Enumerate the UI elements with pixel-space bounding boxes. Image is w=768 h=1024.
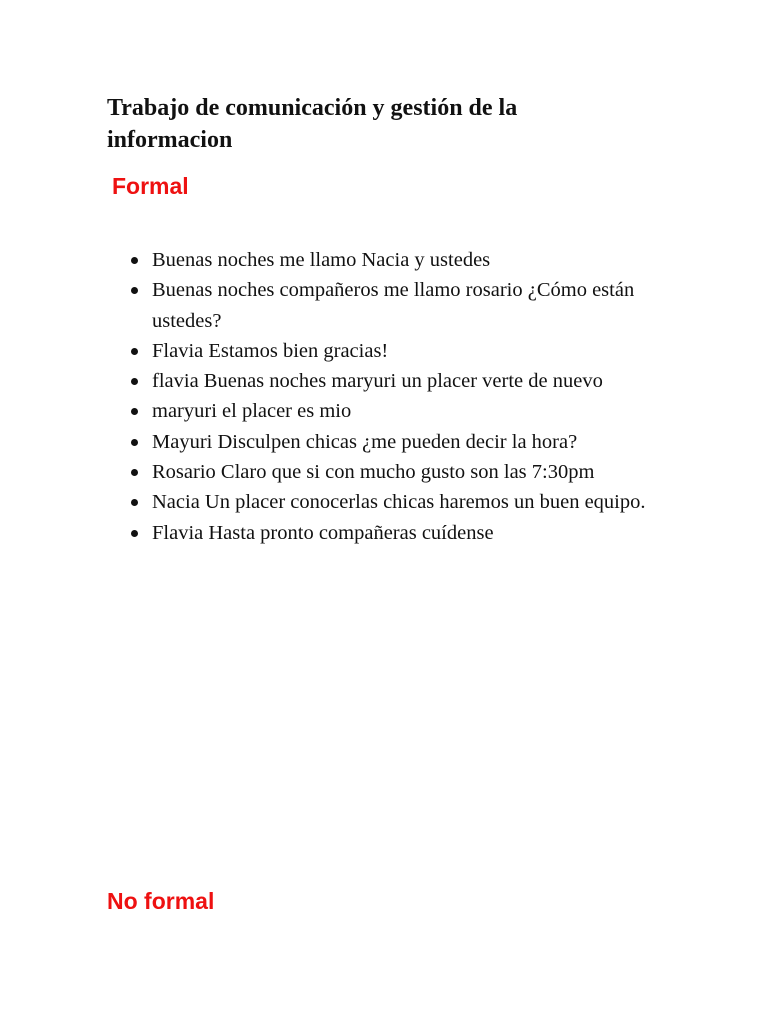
list-item	[152, 487, 672, 517]
bullet-icon	[131, 348, 138, 355]
bullet-icon	[131, 257, 138, 264]
bullet-icon	[131, 530, 138, 537]
section-heading-formal: Formal	[112, 173, 189, 199]
list-item	[152, 245, 672, 275]
bullet-icon	[131, 408, 138, 415]
list-item-text: Mayuri Disculpen chicas ¿me pueden decir la hora?	[152, 430, 578, 453]
list-item	[152, 427, 672, 457]
formal-dialogue-list	[152, 245, 672, 548]
list-item	[152, 275, 672, 336]
list-item-text: Nacia Un placer conocerlas chicas haremos un buen equipo.	[152, 491, 646, 514]
list-item-text: flavia Buenas noches maryuri un placer verte de nuevo	[152, 370, 603, 393]
bullet-icon	[131, 287, 138, 294]
bullet-icon	[131, 378, 138, 385]
list-item-text: maryuri el placer es mio	[152, 400, 352, 423]
list-item-text: Flavia Hasta pronto compañeras cuídense	[152, 521, 494, 544]
bullet-icon	[131, 499, 138, 506]
list-item	[152, 518, 672, 548]
bullet-icon	[131, 469, 138, 476]
list-item-text: Rosario Claro que si con mucho gusto son las 7:30pm	[152, 461, 595, 484]
list-item	[152, 336, 672, 366]
bullet-icon	[131, 439, 138, 446]
section-heading-no-formal: No formal	[107, 888, 215, 914]
list-item-text: Buenas noches compañeros me llamo rosario ¿Cómo están ustedes?	[152, 279, 635, 332]
list-item	[152, 457, 672, 487]
list-item	[152, 366, 672, 396]
document-title: Trabajo de comunicación y gestión de la informacion	[107, 95, 518, 153]
list-item	[152, 396, 672, 426]
list-item-text: Buenas noches me llamo Nacia y ustedes	[152, 249, 491, 271]
list-item-text: Flavia Estamos bien gracias!	[152, 339, 389, 362]
